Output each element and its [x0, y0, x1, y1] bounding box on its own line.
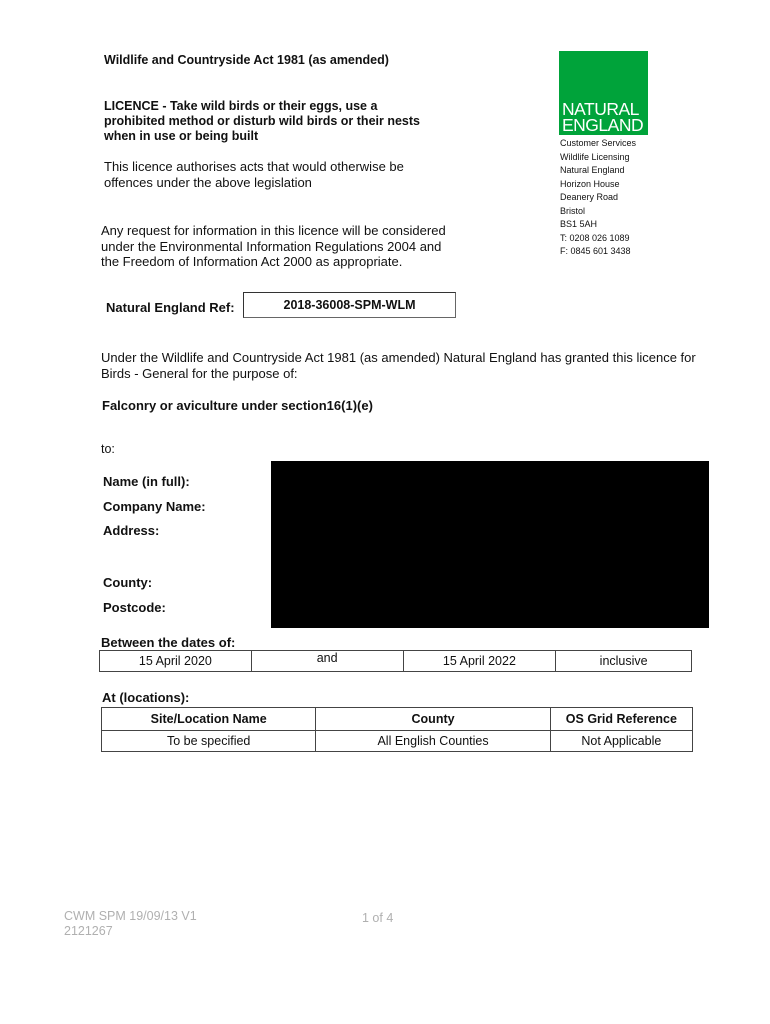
address-line: Natural England	[560, 165, 625, 175]
contact-address	[560, 137, 636, 259]
column-header-grid-ref: OS Grid Reference	[550, 708, 692, 731]
table-row	[102, 731, 693, 752]
address-line: Deanery Road	[560, 192, 619, 202]
logo-line-1: NATURAL	[562, 99, 639, 119]
foi-statement: Any request for information in this licence will be considered under the Environmental Information Regulations 2004 and the Freedom of Information Act 2000 as appropriate.	[101, 223, 446, 269]
reference-label: Natural England Ref:	[106, 300, 235, 315]
column-header-county: County	[316, 708, 550, 731]
natural-england-logo	[559, 51, 648, 135]
site-name-cell: To be specified	[102, 731, 316, 752]
dates-table	[99, 650, 692, 672]
dates-connector: and	[251, 651, 403, 672]
document-code	[64, 909, 197, 938]
start-date: 15 April 2020	[100, 651, 252, 672]
name-label: Name (in full):	[103, 474, 190, 489]
locations-label: At (locations):	[102, 690, 190, 705]
authorisation-statement: This licence authorises acts that would otherwise be offences under the above legislation	[104, 159, 404, 190]
postcode-label: Postcode:	[103, 600, 166, 615]
act-title: Wildlife and Countryside Act 1981 (as amended)	[104, 53, 389, 67]
address-line: Wildlife Licensing	[560, 151, 630, 162]
address-line: BS1 5AH	[560, 219, 598, 229]
grid-ref-cell: Not Applicable	[550, 731, 692, 752]
redaction-block	[271, 461, 709, 628]
address-line: Bristol	[560, 205, 586, 216]
page-number: 1 of 4	[362, 911, 394, 925]
address-line: Horizon House	[560, 178, 620, 189]
dates-label: Between the dates of:	[101, 635, 236, 650]
locations-table	[101, 707, 693, 752]
document-id-line: 2121267	[64, 923, 113, 938]
logo-line-2: ENGLAND	[562, 115, 644, 135]
address-line: F: 0845 601 3438	[560, 246, 631, 256]
address-label: Address:	[103, 523, 160, 538]
reference-value: 2018-36008-SPM-WLM	[243, 292, 456, 318]
address-line: T: 0208 026 1089	[560, 232, 630, 243]
end-date: 15 April 2022	[403, 651, 556, 672]
address-line: Customer Services	[560, 138, 637, 148]
grant-statement: Under the Wildlife and Countryside Act 1981 (as amended) Natural England has granted this licence for Birds - General for the purpose of:	[101, 350, 696, 381]
dates-inclusive: inclusive	[556, 651, 692, 672]
county-cell: All English Counties	[316, 731, 550, 752]
column-header-site: Site/Location Name	[102, 708, 316, 731]
licence-title: LICENCE - Take wild birds or their eggs, use a prohibited method or disturb wild birds or their nests when in use or being built	[104, 99, 420, 143]
document-code-line: CWM SPM 19/09/13 V1	[64, 909, 197, 923]
to-label: to:	[101, 442, 115, 456]
licence-purpose: Falconry or aviculture under section16(1)(e)	[102, 398, 373, 413]
company-name-label: Company Name:	[103, 499, 206, 514]
county-label: County:	[103, 575, 153, 590]
